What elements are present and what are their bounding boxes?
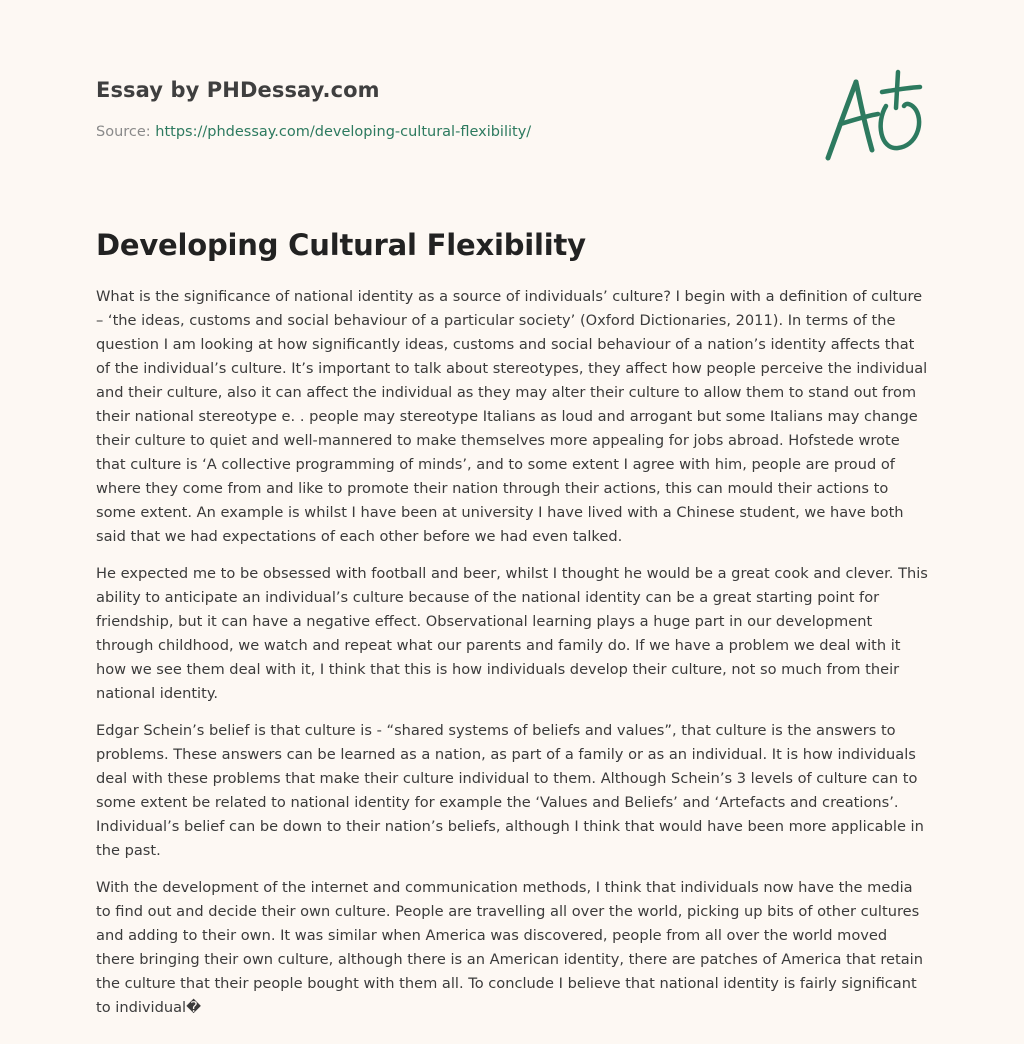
site-brand: Essay by PHDessay.com [96, 78, 380, 102]
essay-paragraph: He expected me to be obsessed with football and beer, whilst I thought he would be a great cook and clever. This ability to anticipate an individual’s culture because of the national identity can be a great starting point for friendship, but it can have a negative effect. Observational learning plays a huge part in our development through childhood, we watch and repeat what our parents and family do. If we have a problem we deal with it how we see them deal with it, I think that this is how individuals develop their culture, not so much from their national identity. [96, 565, 928, 702]
source-label: Source: [96, 124, 151, 140]
essay-header [96, 74, 796, 142]
essay-paragraph: What is the significance of national identity as a source of individuals’ culture? I begin with a definition of culture – ‘the ideas, customs and social behaviour of a particular society’ (Oxford Dictionaries, 2011). In terms of the question I am looking at how significantly ideas, customs and social behaviour of a nation’s identity affects that of the individual’s culture. It’s important to talk about stereotypes, they affect how people perceive the individual and their culture, also it can affect the individual as they may alter their culture to allow them to stand out from their national stereotype e. . people may stereotype Italians as loud and arrogant but some Italians may change their culture to quiet and well-mannered to make themselves more appealing for jobs abroad. Hofstede wrote that culture is ‘A collective programming of minds’, and to some extent I agree with him, people are proud of where they come from and like to promote their nation through their actions, this can mould their actions to some extent. An example is whilst I have been at university I have lived with a Chinese student, we have both said that we had expectations of each other before we had even talked. [96, 288, 928, 545]
essay-body [96, 285, 930, 1033]
essay-title: Developing Cultural Flexibility [96, 228, 586, 262]
source-link[interactable]: https://phdessay.com/developing-cultural-flexibility/ [155, 124, 532, 140]
essay-paragraph: Edgar Schein’s belief is that culture is - “shared systems of beliefs and values”, that culture is the answers to problems. These answers can be learned as a nation, as part of a family or as an individual. It is how individuals deal with these problems that make their culture individual to them. Although Schein’s 3 levels of culture can to some extent be related to national identity for example the ‘Values and Beliefs’ and ‘Artefacts and creations’. Individual’s belief can be down to their nation’s beliefs, although I think that would have been more applicable in the past. [96, 722, 924, 859]
a-plus-logo-icon [820, 66, 930, 166]
essay-paragraph: With the development of the internet and communication methods, I think that individuals now have the media to find out and decide their own culture. People are travelling all over the world, picking up bits of other cultures and adding to their own. It was similar when America was discovered, people from all over the world moved there bringing their own culture, although there is an American identity, there are patches of America that retain the culture that their people bought with them all. To conclude I believe that national identity is fairly significant to individual� [96, 879, 923, 1016]
source-line [96, 122, 796, 142]
